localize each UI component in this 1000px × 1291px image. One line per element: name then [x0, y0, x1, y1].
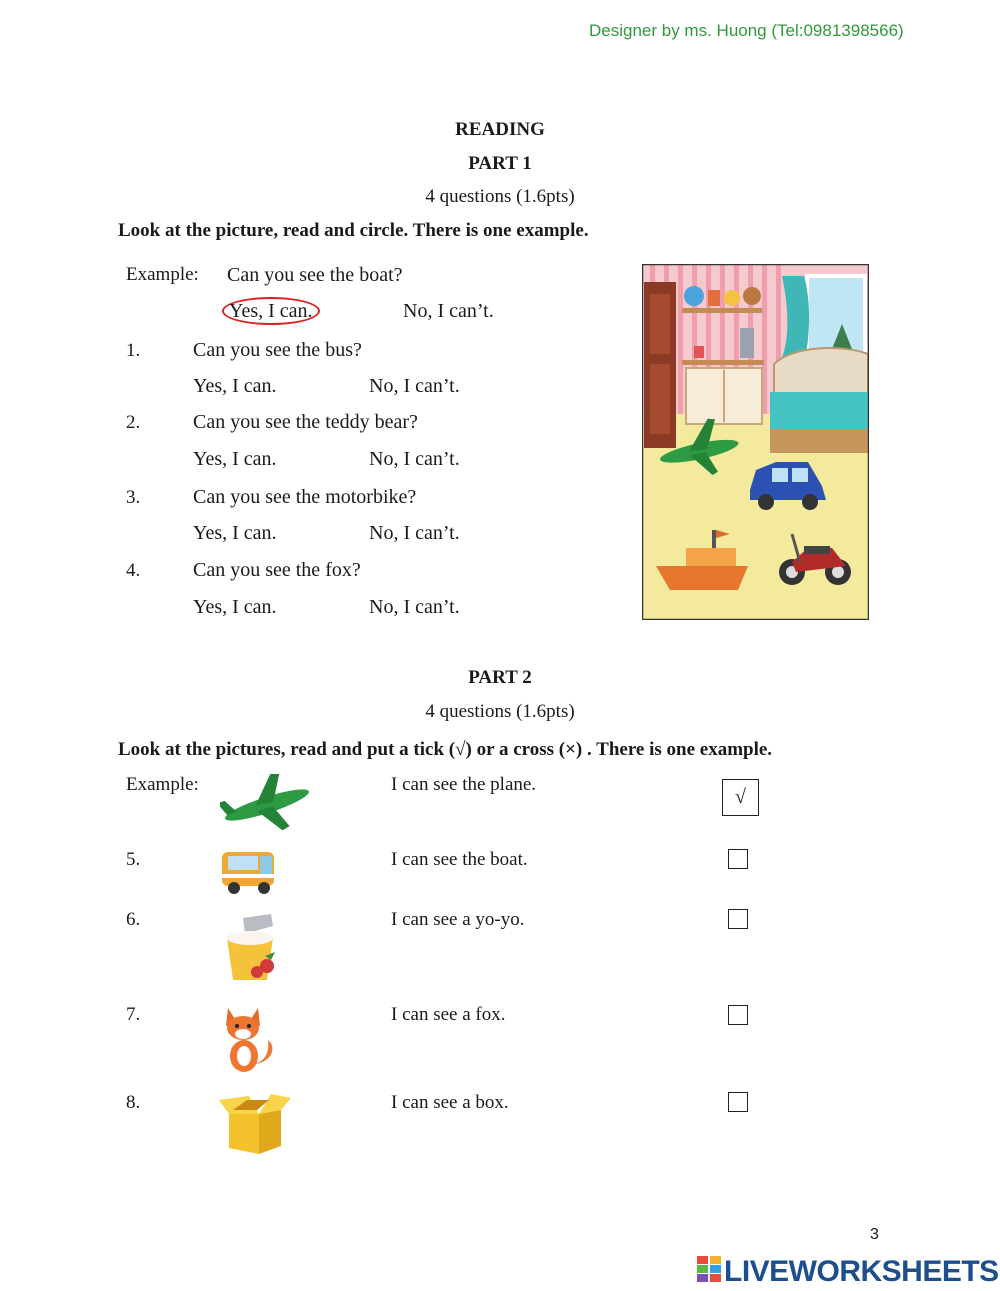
- question-text: Can you see the teddy bear?: [193, 411, 418, 433]
- fox-icon: [222, 1006, 276, 1076]
- part2-example-label: Example:: [126, 774, 199, 795]
- answer-checkbox[interactable]: [728, 1005, 748, 1025]
- answer-checkbox[interactable]: [728, 909, 748, 929]
- question-number: 2.: [126, 412, 141, 433]
- part1-example-no: No, I can’t.: [403, 300, 494, 322]
- answer-no[interactable]: No, I can’t.: [369, 596, 460, 618]
- question-number: 4.: [126, 560, 141, 581]
- answer-yes[interactable]: Yes, I can.: [193, 522, 277, 544]
- part2-subtitle: 4 questions (1.6pts): [425, 701, 575, 722]
- answer-yes[interactable]: Yes, I can.: [193, 448, 277, 470]
- answer-checkbox[interactable]: [728, 849, 748, 869]
- question-text: Can you see the fox?: [193, 559, 361, 581]
- answer-no[interactable]: No, I can’t.: [369, 448, 460, 470]
- item-text: I can see a box.: [391, 1092, 509, 1113]
- plane-icon: [220, 774, 314, 836]
- part2-title: PART 2: [468, 667, 532, 688]
- answer-yes[interactable]: Yes, I can.: [193, 596, 277, 618]
- answer-no[interactable]: No, I can’t.: [369, 375, 460, 397]
- answer-circle: Yes, I can.: [222, 297, 320, 325]
- logo-text: LIVEWORKSHEETS: [724, 1255, 999, 1288]
- part1-subtitle: 4 questions (1.6pts): [425, 186, 575, 207]
- answer-no[interactable]: No, I can’t.: [369, 522, 460, 544]
- item-number: 8.: [126, 1092, 141, 1113]
- yogurt-icon: [221, 912, 283, 984]
- question-text: Can you see the bus?: [193, 339, 362, 361]
- designer-credit: Designer by ms. Huong (Tel:0981398566): [589, 21, 904, 40]
- question-text: Can you see the motorbike?: [193, 486, 417, 508]
- page-number: 3: [870, 1226, 879, 1243]
- room-picture: [642, 264, 869, 620]
- part1-title: PART 1: [468, 153, 532, 174]
- logo-mark-icon: [697, 1256, 721, 1290]
- question-number: 3.: [126, 487, 141, 508]
- answer-yes[interactable]: Yes, I can.: [193, 375, 277, 397]
- tick-mark: √: [735, 786, 746, 808]
- question-number: 1.: [126, 340, 141, 361]
- example-tick-box: [722, 779, 759, 816]
- item-number: 5.: [126, 849, 141, 870]
- bus-icon: [220, 848, 278, 896]
- liveworksheets-logo: [697, 1255, 999, 1290]
- answer-checkbox[interactable]: [728, 1092, 748, 1112]
- item-number: 7.: [126, 1004, 141, 1025]
- part2-example-text: I can see the plane.: [391, 774, 537, 795]
- part1-example-yes: [229, 300, 320, 323]
- part1-instruction: Look at the picture, read and circle. There is one example.: [118, 220, 589, 241]
- item-number: 6.: [126, 909, 141, 930]
- item-text: I can see a yo-yo.: [391, 909, 525, 930]
- part1-example-question: Can you see the boat?: [227, 264, 403, 286]
- box-icon: [219, 1090, 293, 1156]
- item-text: I can see a fox.: [391, 1004, 506, 1025]
- section-title: READING: [455, 119, 545, 140]
- part1-example-label: Example:: [126, 264, 199, 285]
- item-text: I can see the boat.: [391, 849, 528, 870]
- part2-instruction: Look at the pictures, read and put a tick (√) or a cross (×) . There is one example.: [118, 739, 773, 760]
